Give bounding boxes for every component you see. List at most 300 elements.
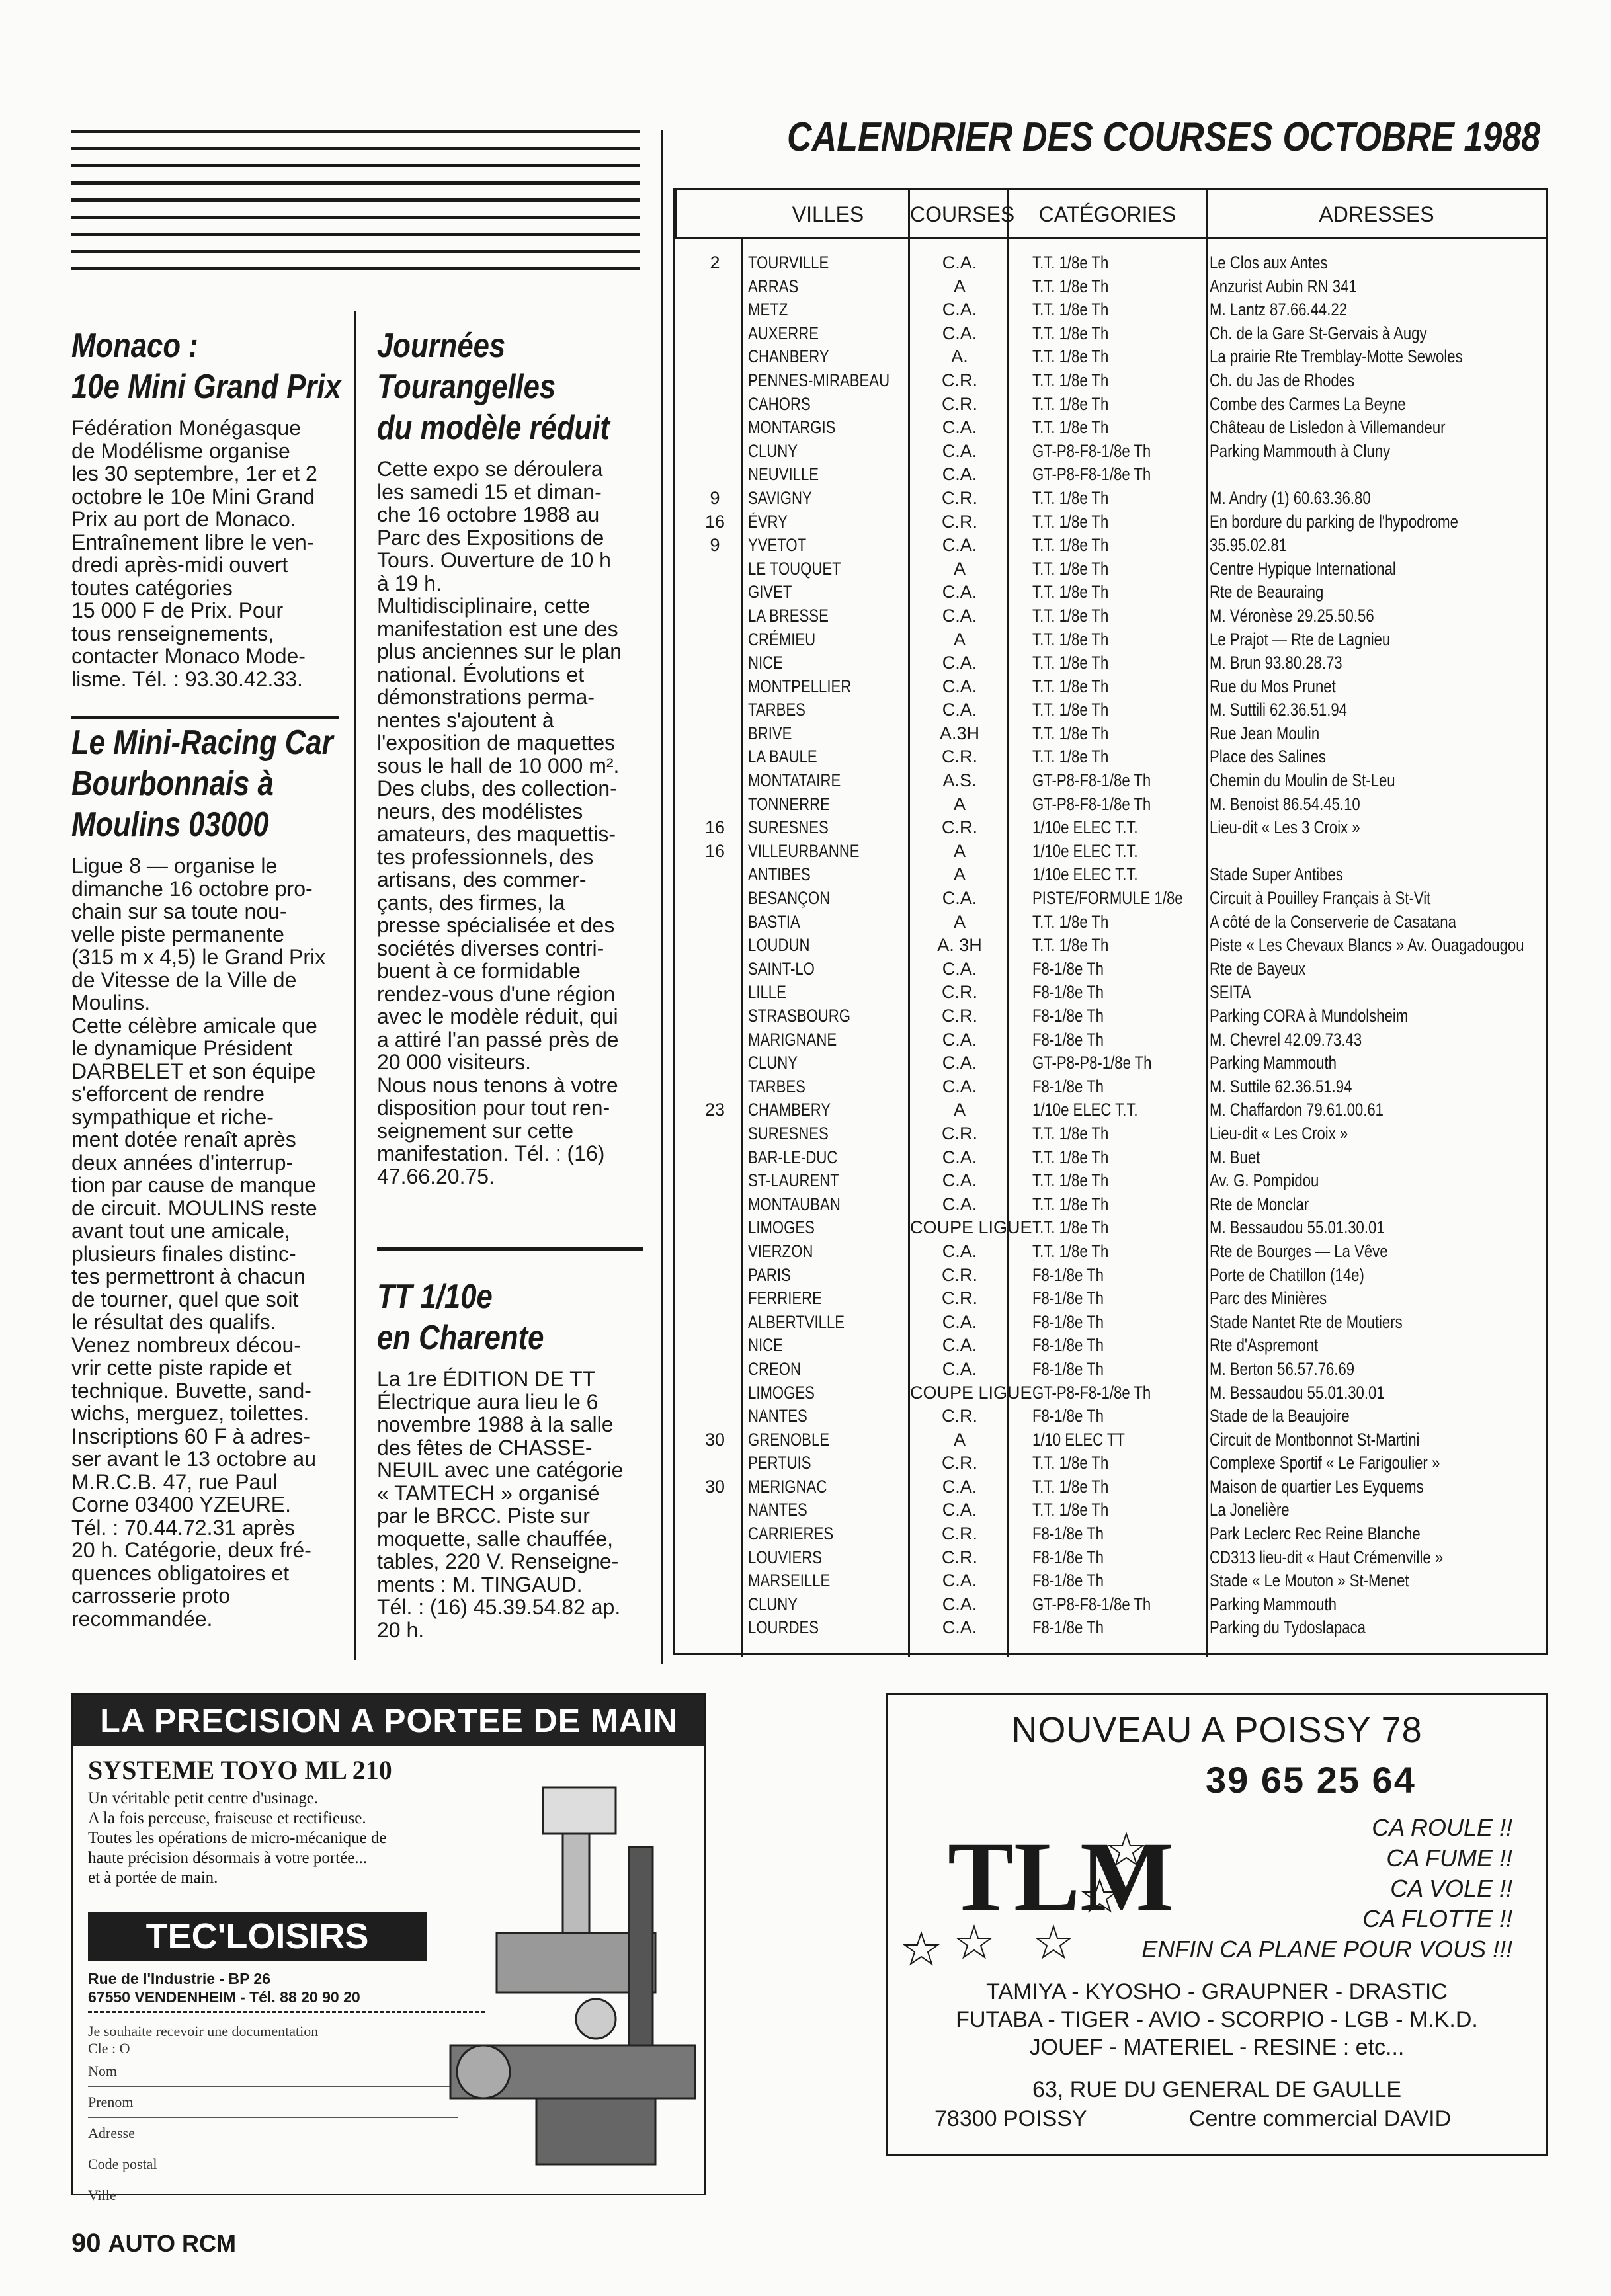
- tlm-logo: [901, 1794, 1179, 1966]
- cell-course: C.R.: [942, 1453, 977, 1473]
- cell-adresse: Complexe Sportif « Le Farigoulier »: [1210, 1453, 1440, 1473]
- article-body: [71, 417, 339, 690]
- table-row: [675, 393, 1546, 417]
- table-row: [675, 369, 1546, 393]
- text-line: disposition pour tout ren-: [377, 1096, 610, 1120]
- cell-adresse: Chemin du Moulin de St-Leu: [1210, 770, 1395, 791]
- cell-ville: CHAMBERY: [748, 1100, 831, 1120]
- text-line: Parc des Expositions de: [377, 525, 604, 550]
- cell-ville: MONTAUBAN: [748, 1194, 841, 1214]
- text-line: a attiré l'an passé près de: [377, 1027, 619, 1051]
- table-row: [675, 534, 1546, 557]
- cell-ville: METZ: [748, 300, 788, 320]
- article-tours: [377, 325, 643, 1188]
- cell-ville: GIVET: [748, 582, 792, 602]
- cell-ville: GRENOBLE: [748, 1429, 830, 1450]
- text-line: nentes s'ajoutent à: [377, 708, 554, 732]
- text-line: « TAMTECH » organisé: [377, 1481, 600, 1505]
- cell-adresse: Maison de quartier Les Eyquems: [1210, 1476, 1424, 1496]
- cell-adresse: Parking du Tydoslapaca: [1210, 1618, 1366, 1638]
- ad-centre: Centre commercial DAVID: [1189, 2106, 1452, 2131]
- ad-tec-loisirs: [71, 1693, 706, 2203]
- cell-ville: CAHORS: [748, 393, 811, 414]
- table-row: [675, 1193, 1546, 1217]
- text-line: Électrique aura lieu le 6: [377, 1389, 599, 1414]
- text-line: Un véritable petit centre d'usinage.: [88, 1789, 319, 1807]
- cell-ville: CRÉMIEU: [748, 629, 816, 649]
- text-line: ment dotée renaît après: [71, 1128, 296, 1151]
- cell-course: COUPE LIGUE: [910, 1382, 1032, 1403]
- text-line: plus anciennes sur le plan: [377, 639, 622, 663]
- cell-ville: NEUVILLE: [748, 464, 819, 485]
- table-row: [675, 1405, 1546, 1428]
- ad-banner: LA PRECISION A PORTEE DE MAIN: [73, 1695, 704, 1746]
- calendar-table: [673, 188, 1548, 1655]
- cell-ville: LIMOGES: [748, 1382, 815, 1403]
- cell-course: A: [953, 276, 966, 296]
- cell-categorie: GT-P8-F8-1/8e Th: [1032, 1594, 1151, 1614]
- header-villes: VILLES: [675, 190, 910, 238]
- text-line: ments : M. TINGAUD.: [377, 1572, 583, 1596]
- text-line: ENFIN CA PLANE POUR VOUS !!!: [1141, 1936, 1512, 1963]
- cell-ville: CHANBERY: [748, 347, 829, 367]
- cell-categorie: T.T. 1/8e Th: [1032, 393, 1109, 414]
- cell-categorie: GT-P8-F8-1/8e Th: [1032, 770, 1151, 791]
- text-line: Multidisciplinaire, cette: [377, 594, 590, 618]
- cell-ville: CARRIERES: [748, 1524, 834, 1544]
- text-line: toutes catégories: [71, 575, 233, 600]
- tlm-logo-text: TLM: [948, 1822, 1174, 1932]
- table-row: [675, 1004, 1546, 1028]
- cell-course: C.R.: [942, 1006, 977, 1026]
- cell-categorie: F8-1/8e Th: [1032, 1076, 1104, 1096]
- text-line: ser avant le 13 octobre au: [71, 1447, 317, 1471]
- cell-categorie: T.T. 1/8e Th: [1032, 1170, 1109, 1191]
- text-line: octobre le 10e Mini Grand: [71, 484, 315, 509]
- cell-course: C.A.: [942, 1618, 977, 1638]
- text-line: des fêtes de CHASSE-: [377, 1435, 593, 1459]
- cell-categorie: 1/10 ELEC TT: [1032, 1429, 1125, 1450]
- cell-categorie: T.T. 1/8e Th: [1032, 417, 1109, 438]
- table-row: [675, 1311, 1546, 1334]
- form-field[interactable]: Prenom: [88, 2087, 458, 2118]
- text-line: manifestation. Tél. : (16): [377, 1141, 605, 1165]
- cell-ville: VIERZON: [748, 1241, 813, 1261]
- cell-ville: TARBES: [748, 700, 806, 720]
- table-row: [675, 769, 1546, 793]
- text-line: le dynamique Président: [71, 1036, 293, 1060]
- cell-adresse: M. Buet: [1210, 1147, 1260, 1167]
- table-row: [675, 1475, 1546, 1499]
- column-divider: [661, 130, 663, 1664]
- cell-course: C.A.: [942, 1194, 977, 1214]
- cell-adresse: Parking Mammouth: [1210, 1594, 1337, 1614]
- cell-adresse: Stade de la Beaujoire: [1210, 1406, 1350, 1426]
- table-row: [675, 1452, 1546, 1475]
- cell-categorie: T.T. 1/8e Th: [1032, 347, 1109, 367]
- text-line: A la fois perceuse, fraiseuse et rectifieuse.: [88, 1809, 366, 1827]
- cell-adresse: Ch. de la Gare St-Gervais à Augy: [1210, 323, 1427, 343]
- cell-course: C.A.: [942, 653, 977, 673]
- cell-course: C.A.: [942, 1029, 977, 1049]
- text-line: tion par cause de manque: [71, 1173, 317, 1197]
- cell-adresse: En bordure du parking de l'hypodrome: [1210, 511, 1458, 532]
- cell-course: A: [953, 840, 966, 861]
- cell-categorie: F8-1/8e Th: [1032, 1288, 1104, 1309]
- cell-adresse: Park Leclerc Rec Reine Blanche: [1210, 1524, 1421, 1544]
- ad-form-intro: Je souhaite recevoir une documentation: [88, 2023, 319, 2039]
- table-row: [675, 651, 1546, 675]
- cell-course: C.A.: [942, 582, 977, 602]
- text-line: quences obligatoires et: [71, 1561, 290, 1585]
- header-rule: [675, 237, 1546, 239]
- cell-adresse: Parking Mammouth à Cluny: [1210, 440, 1391, 461]
- cell-adresse: Circuit de Montbonnot St-Martini: [1210, 1429, 1420, 1450]
- cell-course: C.A.: [942, 1241, 977, 1261]
- text-line: NEUIL avec une catégorie: [377, 1458, 624, 1482]
- article-title: du modèle réduit: [377, 409, 610, 447]
- table-row: [675, 1240, 1546, 1264]
- text-line: avec le modèle réduit, qui: [377, 1004, 618, 1028]
- cell-categorie: GT-P8-P8-1/8e Th: [1032, 1053, 1152, 1073]
- cell-categorie: T.T. 1/8e Th: [1032, 1123, 1109, 1143]
- cell-adresse: M. Lantz 87.66.44.22: [1210, 300, 1348, 320]
- cell-categorie: T.T. 1/8e Th: [1032, 605, 1109, 626]
- cell-categorie: F8-1/8e Th: [1032, 958, 1104, 979]
- cell-course: C.A.: [942, 535, 977, 555]
- form-field[interactable]: Nom: [88, 2056, 458, 2087]
- text-line: le résultat des qualifs.: [71, 1310, 276, 1334]
- cell-date: 16: [704, 817, 725, 838]
- cell-date: 16: [704, 840, 725, 861]
- article-body: [377, 1368, 643, 1641]
- text-line: haute précision désormais à votre portée...: [88, 1849, 368, 1867]
- cell-categorie: F8-1/8e Th: [1032, 1406, 1104, 1426]
- cell-ville: CLUNY: [748, 1594, 798, 1614]
- text-line: 20 000 visiteurs.: [377, 1050, 532, 1074]
- cell-adresse: SEITA: [1210, 982, 1251, 1003]
- cell-categorie: T.T. 1/8e Th: [1032, 253, 1109, 272]
- cell-course: C.R.: [942, 1123, 977, 1143]
- table-row: [675, 1593, 1546, 1617]
- table-row: [675, 1358, 1546, 1381]
- text-line: Ligue 8 — organise le: [71, 854, 278, 878]
- cell-categorie: T.T. 1/8e Th: [1032, 1241, 1109, 1261]
- article-title: en Charente: [377, 1319, 544, 1357]
- text-line: Nous nous tenons à votre: [377, 1073, 618, 1097]
- cell-course: A.S.: [942, 770, 977, 791]
- text-line: tes professionnels, des: [377, 844, 594, 869]
- cell-adresse: Anzurist Aubin RN 341: [1210, 276, 1357, 296]
- cell-categorie: T.T. 1/8e Th: [1032, 676, 1109, 696]
- form-field[interactable]: Code postal: [88, 2149, 458, 2180]
- text-line: (315 m x 4,5) le Grand Prix: [71, 945, 326, 969]
- cell-course: C.A.: [942, 1076, 977, 1096]
- cell-course: A: [953, 558, 966, 579]
- text-line: tes permettront à chacun: [71, 1264, 306, 1288]
- cell-categorie: T.T. 1/8e Th: [1032, 1500, 1109, 1520]
- cell-ville: MARIGNANE: [748, 1029, 837, 1049]
- cell-categorie: T.T. 1/8e Th: [1032, 629, 1109, 649]
- text-line: neurs, des modélistes: [377, 799, 583, 823]
- cell-ville: MONTARGIS: [748, 417, 836, 438]
- cell-categorie: GT-P8-F8-1/8e Th: [1032, 440, 1151, 461]
- cell-categorie: T.T. 1/8e Th: [1032, 535, 1109, 555]
- cell-ville: NANTES: [748, 1406, 807, 1426]
- table-row: [675, 1334, 1546, 1358]
- section-rule: [377, 1247, 643, 1251]
- ad-form-code: Cle : O: [88, 2040, 130, 2057]
- cell-ville: LA BRESSE: [748, 605, 829, 626]
- cell-ville: MARSEILLE: [748, 1571, 831, 1591]
- cell-categorie: T.T. 1/8e Th: [1032, 723, 1109, 743]
- cell-adresse: M. Suttili 62.36.51.94: [1210, 700, 1347, 720]
- form-field[interactable]: Ville: [88, 2180, 458, 2211]
- ad-brands: [888, 1978, 1546, 2061]
- ad-slogans: [1141, 1813, 1512, 1965]
- table-row: [675, 487, 1546, 511]
- section-rule: [71, 716, 339, 719]
- cell-ville: LILLE: [748, 982, 786, 1003]
- text-line: tous renseignements,: [71, 621, 274, 645]
- text-line: 20 h.: [377, 1618, 425, 1642]
- text-line: Inscriptions 60 F à adres-: [71, 1424, 311, 1448]
- cell-adresse: Centre Hypique International: [1210, 558, 1396, 579]
- text-line: sociétés diverses contri-: [377, 936, 604, 960]
- text-line: manifestation est une des: [377, 616, 618, 641]
- text-line: deux années d'interrup-: [71, 1150, 294, 1174]
- cell-ville: LIMOGES: [748, 1217, 815, 1238]
- cell-course: C.R.: [942, 370, 977, 390]
- cell-date: 9: [710, 487, 720, 508]
- text-line: avant tout une amicale,: [71, 1219, 290, 1243]
- cell-categorie: T.T. 1/8e Th: [1032, 1194, 1109, 1214]
- cell-adresse: Stade « Le Mouton » St-Menet: [1210, 1571, 1409, 1591]
- form-field[interactable]: Adresse: [88, 2118, 458, 2149]
- text-line: sympathique et riche-: [71, 1104, 274, 1129]
- cell-adresse: M. Véronèse 29.25.50.56: [1210, 605, 1374, 626]
- text-line: et à portée de main.: [88, 1869, 218, 1887]
- cell-ville: LOUVIERS: [748, 1547, 822, 1567]
- cell-categorie: T.T. 1/8e Th: [1032, 700, 1109, 720]
- cell-course: C.A.: [942, 253, 977, 272]
- cell-course: C.A.: [942, 888, 977, 909]
- cell-adresse: Stade Nantet Rte de Moutiers: [1210, 1311, 1403, 1332]
- cell-categorie: GT-P8-F8-1/8e Th: [1032, 464, 1151, 485]
- cell-course: A: [953, 794, 966, 814]
- cell-adresse: M. Brun 93.80.28.73: [1210, 653, 1342, 673]
- article-moulins: [71, 722, 339, 1630]
- table-row: [675, 1216, 1546, 1240]
- text-line: s'efforcent de rendre: [71, 1082, 265, 1106]
- text-line: à 19 h.: [377, 571, 442, 595]
- cell-categorie: T.T. 1/8e Th: [1032, 911, 1109, 932]
- cell-ville: STRASBOURG: [748, 1006, 851, 1026]
- article-title: TT 1/10e: [377, 1278, 493, 1316]
- text-line: M.R.C.B. 47, rue Paul: [71, 1469, 278, 1494]
- article-title: Tourangelles: [377, 368, 556, 406]
- cell-course: C.A.: [942, 1358, 977, 1379]
- table-row: [675, 863, 1546, 887]
- cell-ville: AUXERRE: [748, 323, 819, 343]
- cell-adresse: Lieu-dit « Les Croix »: [1210, 1123, 1348, 1143]
- cell-adresse: Le Prajot — Rte de Lagnieu: [1210, 629, 1391, 649]
- ad-product: SYSTEME TOYO ML 210: [88, 1755, 392, 1785]
- table-row: [675, 511, 1546, 534]
- text-line: moquette, salle chauffée,: [377, 1526, 613, 1551]
- cell-categorie: T.T. 1/8e Th: [1032, 582, 1109, 602]
- cell-course: C.A.: [942, 1476, 977, 1496]
- cell-categorie: T.T. 1/8e Th: [1032, 1476, 1109, 1496]
- text-line: CA FUME !!: [1386, 1844, 1512, 1871]
- text-line: Tél. : 70.44.72.31 après: [71, 1515, 295, 1539]
- text-line: l'exposition de maquettes: [377, 731, 616, 755]
- cell-date: 16: [704, 511, 725, 532]
- cell-adresse: M. Bessaudou 55.01.30.01: [1210, 1217, 1385, 1238]
- calendar-rows: [675, 251, 1546, 1640]
- table-row: [675, 1546, 1546, 1570]
- cell-ville: LOUDUN: [748, 935, 810, 956]
- cell-adresse: Rte de Beauraing: [1210, 582, 1324, 602]
- ad-headline: NOUVEAU A POISSY 78: [1011, 1710, 1423, 1750]
- ad-city: 78300 POISSY: [934, 2106, 1087, 2131]
- table-row: [675, 840, 1546, 864]
- cell-course: A: [953, 1429, 966, 1450]
- cell-categorie: T.T. 1/8e Th: [1032, 323, 1109, 343]
- cell-course: A: [953, 864, 966, 885]
- table-row: [675, 981, 1546, 1004]
- cell-ville: LA BAULE: [748, 747, 817, 767]
- text-line: démonstrations perma-: [377, 685, 595, 709]
- milling-machine-illustration: [444, 1768, 702, 2184]
- text-line: çants, des firmes, la: [377, 890, 565, 915]
- table-row: [675, 275, 1546, 299]
- cell-course: C.A.: [942, 440, 977, 461]
- table-row: [675, 345, 1546, 369]
- cell-course: C.A.: [942, 1335, 977, 1356]
- table-row: [675, 816, 1546, 840]
- text-line: Fédération Monégasque: [71, 416, 301, 440]
- cell-categorie: F8-1/8e Th: [1032, 1547, 1104, 1567]
- table-row: [675, 628, 1546, 652]
- article-monaco: [71, 325, 339, 690]
- text-line: Toutes les opérations de micro-mécanique de: [88, 1829, 387, 1847]
- text-line: buent à ce formidable: [377, 959, 581, 983]
- cell-course: C.A.: [942, 605, 977, 626]
- article-title: 10e Mini Grand Prix: [71, 368, 341, 406]
- cell-ville: PERTUIS: [748, 1453, 811, 1473]
- cell-ville: BESANÇON: [748, 888, 831, 909]
- cell-course: C.R.: [942, 982, 977, 1003]
- cell-ville: PENNES-MIRABEAU: [748, 370, 890, 390]
- article-body: [377, 458, 643, 1188]
- cell-course: C.A.: [942, 464, 977, 485]
- table-row: [675, 1498, 1546, 1522]
- cell-categorie: T.T. 1/8e Th: [1032, 511, 1109, 532]
- text-line: Cette expo se déroulera: [377, 457, 603, 481]
- cell-ville: BRIVE: [748, 723, 792, 743]
- text-line: Cette célèbre amicale que: [71, 1013, 317, 1038]
- text-line: Venez nombreux décou-: [71, 1332, 301, 1357]
- cell-adresse: 35.95.02.81: [1210, 535, 1287, 555]
- cell-date: 30: [704, 1429, 725, 1450]
- table-row: [675, 1381, 1546, 1405]
- cell-adresse: Rue du Mos Prunet: [1210, 676, 1336, 696]
- table-row: [675, 1616, 1546, 1640]
- table-row: [675, 675, 1546, 699]
- article-title: Monaco :: [71, 327, 198, 365]
- decorative-stripes: [71, 130, 640, 283]
- table-row: [675, 1169, 1546, 1193]
- text-line: Prix au port de Monaco.: [71, 507, 296, 531]
- table-row: [675, 1098, 1546, 1122]
- text-line: de circuit. MOULINS reste: [71, 1196, 317, 1220]
- cell-adresse: Rue Jean Moulin: [1210, 723, 1320, 743]
- text-line: che 16 octobre 1988 au: [377, 503, 600, 526]
- cell-categorie: T.T. 1/8e Th: [1032, 558, 1109, 579]
- text-line: 15 000 F de Prix. Pour: [71, 598, 284, 622]
- cell-adresse: Rte de Bayeux: [1210, 958, 1306, 979]
- cell-adresse: Place des Salines: [1210, 747, 1327, 767]
- cell-categorie: T.T. 1/8e Th: [1032, 1217, 1109, 1238]
- cell-course: C.R.: [942, 1288, 977, 1309]
- text-line: La 1re ÉDITION DE TT: [377, 1367, 596, 1391]
- ad-brands-line: JOUEF - MATERIEL - RESINE : etc...: [1029, 2035, 1405, 2060]
- text-line: national. Évolutions et: [377, 662, 585, 686]
- text-line: les 30 septembre, 1er et 2: [71, 462, 317, 485]
- text-line: lisme. Tél. : 93.30.42.33.: [71, 667, 303, 691]
- article-body: [71, 854, 339, 1630]
- cell-course: C.R.: [942, 1547, 977, 1567]
- cell-course: C.A.: [942, 1053, 977, 1073]
- cell-course: A: [953, 911, 966, 932]
- text-line: technique. Buvette, sand-: [71, 1378, 311, 1403]
- cell-categorie: F8-1/8e Th: [1032, 1524, 1104, 1544]
- cell-adresse: Parc des Minières: [1210, 1288, 1327, 1309]
- cell-categorie: T.T. 1/8e Th: [1032, 300, 1109, 320]
- table-row: [675, 251, 1546, 275]
- text-line: vrir cette piste rapide et: [71, 1356, 292, 1379]
- header-courses: COURSES: [910, 190, 1009, 238]
- cell-categorie: 1/10e ELEC T.T.: [1032, 817, 1138, 838]
- cell-categorie: PISTE/FORMULE 1/8e: [1032, 888, 1183, 909]
- page-number: 90: [71, 2229, 101, 2258]
- cell-ville: CLUNY: [748, 1053, 798, 1073]
- cell-course: C.R.: [942, 1406, 977, 1426]
- cell-adresse: Stade Super Antibes: [1210, 864, 1343, 885]
- article-title: Bourbonnais à: [71, 764, 274, 803]
- cell-categorie: F8-1/8e Th: [1032, 1311, 1104, 1332]
- text-line: de Vitesse de la Ville de: [71, 967, 297, 992]
- cell-ville: SURESNES: [748, 817, 829, 838]
- cell-course: C.A.: [942, 1147, 977, 1167]
- table-row: [675, 958, 1546, 981]
- ad-brand-logo: TEC'LOISIRS: [88, 1912, 427, 1961]
- table-row: [675, 934, 1546, 958]
- cell-ville: YVETOT: [748, 535, 807, 555]
- text-line: dredi après-midi ouvert: [71, 553, 288, 577]
- table-row: [675, 604, 1546, 628]
- cell-adresse: Porte de Chatillon (14e): [1210, 1264, 1364, 1285]
- cell-categorie: T.T. 1/8e Th: [1032, 935, 1109, 956]
- cell-adresse: Château de Lisledon à Villemandeur: [1210, 417, 1446, 438]
- cell-categorie: GT-P8-F8-1/8e Th: [1032, 794, 1151, 814]
- cell-ville: ALBERTVILLE: [748, 1311, 845, 1332]
- text-line: les samedi 15 et diman-: [377, 479, 602, 504]
- text-line: rendez-vous d'une région: [377, 981, 616, 1006]
- header-categories: CATÉGORIES: [1009, 190, 1208, 238]
- cell-adresse: Rte de Monclar: [1210, 1194, 1309, 1214]
